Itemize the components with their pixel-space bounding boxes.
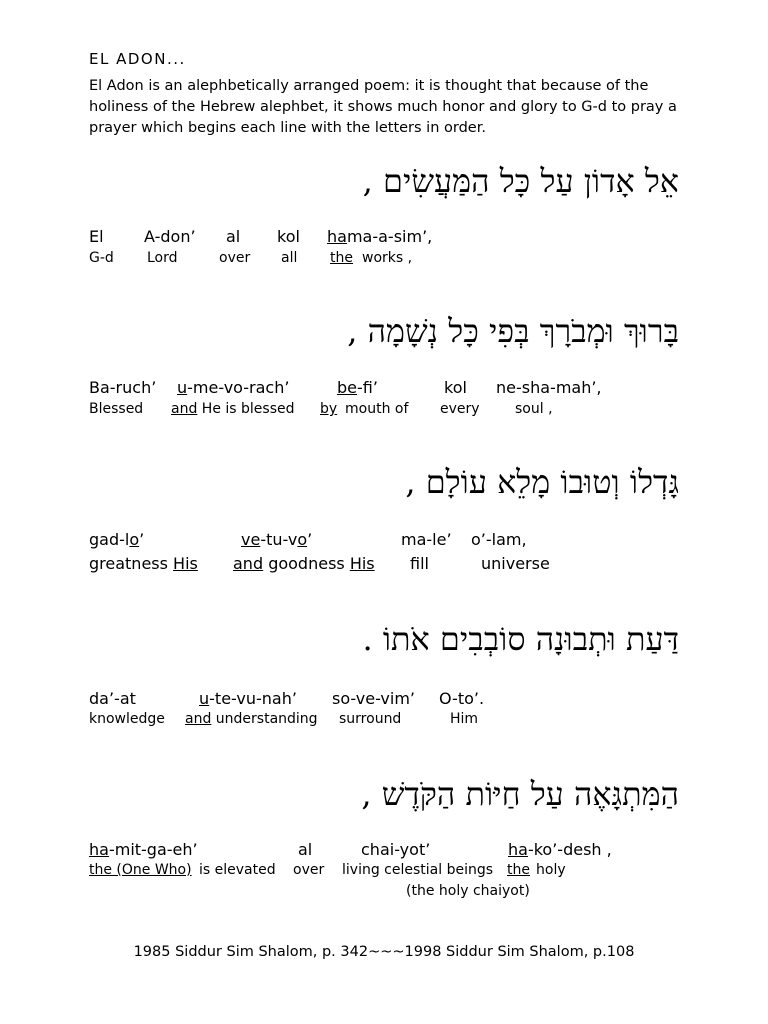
translit-5-word-4: ha-ko’-desh , — [508, 840, 612, 859]
gloss-1-word-3: over — [219, 250, 251, 266]
translit-2-word-5: ne-sha-mah’, — [496, 378, 602, 397]
intro-paragraph: El Adon is an alephbetically arranged poem: it is thought that because of the holiness of the Hebrew alephbet, it shows much honor and glory to G-d to pray a prayer which begins each line with the letters in order. — [89, 78, 677, 136]
gloss-1-word-2: Lord — [147, 250, 178, 266]
hebrew-verse-3: גָּדְלוֹ וְטוּבוֹ מָלֵא עוֹלָם , — [405, 463, 679, 501]
gloss-5-word-6: holy — [536, 862, 566, 878]
gloss-3-word-2: and goodness His — [233, 554, 375, 573]
translit-1-word-4: kol — [277, 227, 300, 246]
gloss-2-word-4: mouth of — [345, 401, 409, 417]
gloss-2-word-5: every — [440, 401, 480, 417]
gloss-4-word-3: surround — [339, 711, 402, 727]
translit-4-word-3: so-ve-vim’ — [332, 689, 416, 708]
translit-3-word-2: ve-tu-vo’ — [241, 530, 313, 549]
translit-5-word-1: ha-mit-ga-eh’ — [89, 840, 198, 859]
translit-4-word-2: u-te-vu-nah’ — [199, 689, 297, 708]
source-footer: 1985 Siddur Sim Shalom, p. 342~~~1998 Siddur Sim Shalom, p.108 — [133, 944, 635, 960]
gloss-2-word-6: soul , — [515, 401, 553, 417]
gloss-1-word-6: works , — [362, 250, 413, 266]
translit-3-word-3: ma-le’ — [401, 530, 452, 549]
translit-1-word-2: A-don’ — [144, 227, 196, 246]
gloss-2-word-2: and He is blessed — [171, 401, 295, 417]
hebrew-verse-4: דַּעַת וּתְבוּנָה סוֹבְבִים אֹתוֹ . — [362, 620, 679, 658]
translit-4-word-1: da’-at — [89, 689, 136, 708]
translit-1-word-3: al — [226, 227, 241, 246]
gloss-5-word-2: is elevated — [199, 862, 276, 878]
gloss-1-word-4: all — [281, 250, 298, 266]
hebrew-verse-2: בָּרוּךְ וּמְבֹרָךְ בְּפִי כָּל נְשָׁמָה , — [347, 312, 679, 350]
translit-5-word-3: chai-yot’ — [361, 840, 431, 859]
page-title: EL ADON... — [89, 50, 186, 68]
gloss-5-word-3: over — [293, 862, 325, 878]
translit-2-word-1: Ba-ruch’ — [89, 378, 157, 397]
translit-2-word-3: be-fi’ — [337, 378, 378, 397]
gloss-4-word-2: and understanding — [185, 711, 318, 727]
gloss-1-word-1: G-d — [89, 250, 114, 266]
gloss-4-word-4: Him — [450, 711, 479, 727]
gloss-3-word-3: fill — [410, 554, 429, 573]
gloss-5-note: (the holy chaiyot) — [406, 883, 530, 899]
translit-2-word-2: u-me-vo-rach’ — [177, 378, 290, 397]
translit-5-word-2: al — [298, 840, 313, 859]
hebrew-verse-5: הַמִּתְגָּאֶה עַל חַיּוֹת הַקֹּדֶשׁ , — [361, 775, 679, 813]
hebrew-verse-1: אֵל אָדוֹן עַל כָּל הַמַּעֲשִׂים , — [362, 162, 679, 200]
translit-4-word-4: O-to’. — [439, 689, 485, 708]
gloss-2-word-1: Blessed — [89, 401, 144, 417]
translit-2-word-4: kol — [444, 378, 467, 397]
translit-3-word-4: o’-lam, — [471, 530, 527, 549]
gloss-5-word-4: living celestial beings — [342, 862, 494, 878]
gloss-5-word-1: the (One Who) — [89, 862, 192, 878]
gloss-3-word-4: universe — [481, 554, 550, 573]
translit-1-word-5: hama-a-sim’, — [327, 227, 433, 246]
gloss-1-word-5: the — [330, 250, 353, 266]
translit-3-word-1: gad-lo’ — [89, 530, 145, 549]
translit-1-word-1: El — [89, 227, 104, 246]
gloss-5-word-5: the — [507, 862, 530, 878]
gloss-3-word-1: greatness His — [89, 554, 198, 573]
gloss-2-word-3: by — [320, 401, 338, 417]
gloss-4-word-1: knowledge — [89, 711, 165, 727]
